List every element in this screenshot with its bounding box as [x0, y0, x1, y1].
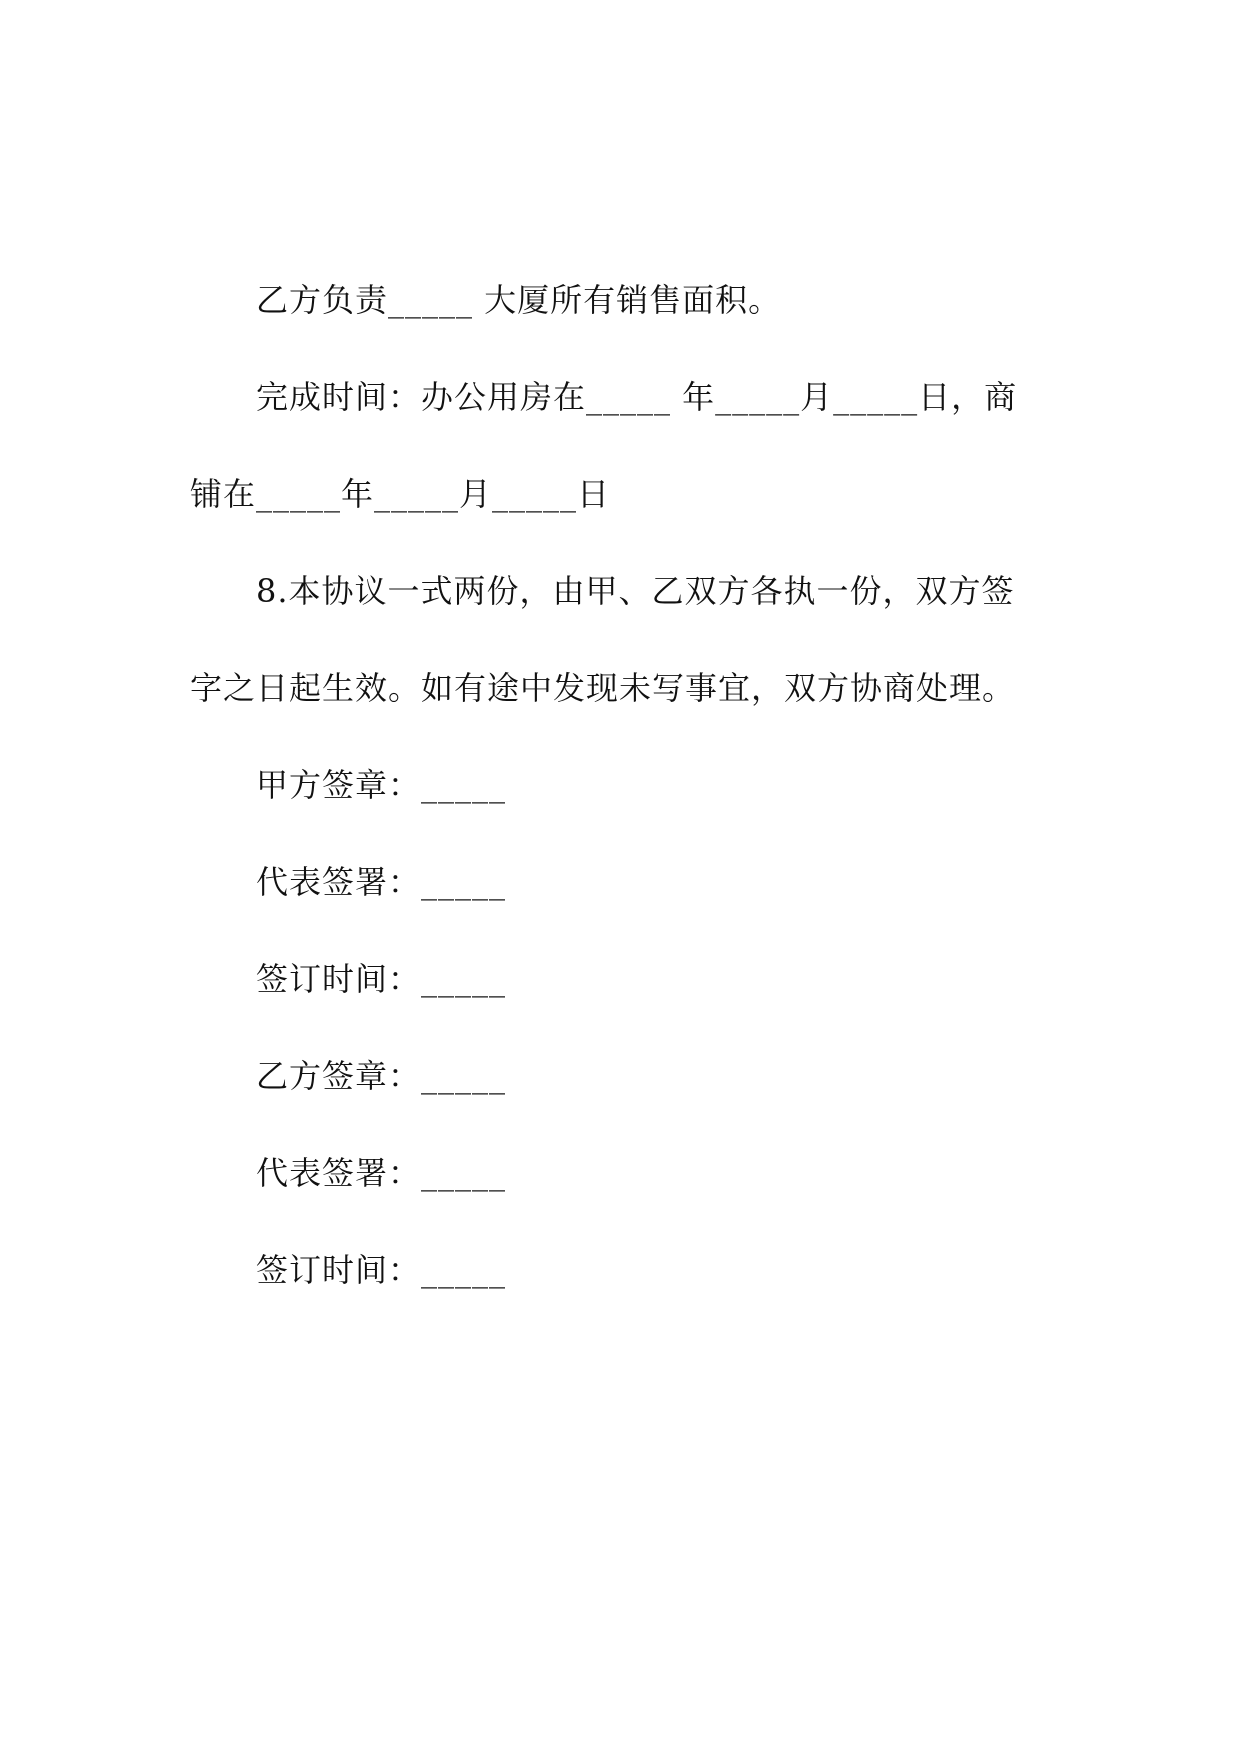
- completion-time-line-1: 完成时间：办公用房在_____ 年_____月_____日，商: [256, 378, 1018, 416]
- party-b-seal-field: 乙方签章：_____: [256, 1057, 507, 1095]
- clause-8-line-2: 字之日起生效。如有途中发现未写事宜，双方协商处理。: [190, 669, 1016, 707]
- party-a-representative-field: 代表签署：_____: [256, 863, 507, 901]
- clause-8-line-1: 8.本协议一式两份，由甲、乙双方各执一份，双方签: [256, 572, 1015, 610]
- party-b-representative-field: 代表签署：_____: [256, 1154, 507, 1192]
- party-a-seal-field: 甲方签章：_____: [256, 766, 507, 804]
- party-a-signing-date-field: 签订时间：_____: [256, 960, 507, 998]
- completion-time-line-2: 铺在_____年_____月_____日: [190, 475, 611, 513]
- clause-responsibility: 乙方负责_____ 大厦所有销售面积。: [256, 281, 782, 319]
- party-b-signing-date-field: 签订时间：_____: [256, 1251, 507, 1289]
